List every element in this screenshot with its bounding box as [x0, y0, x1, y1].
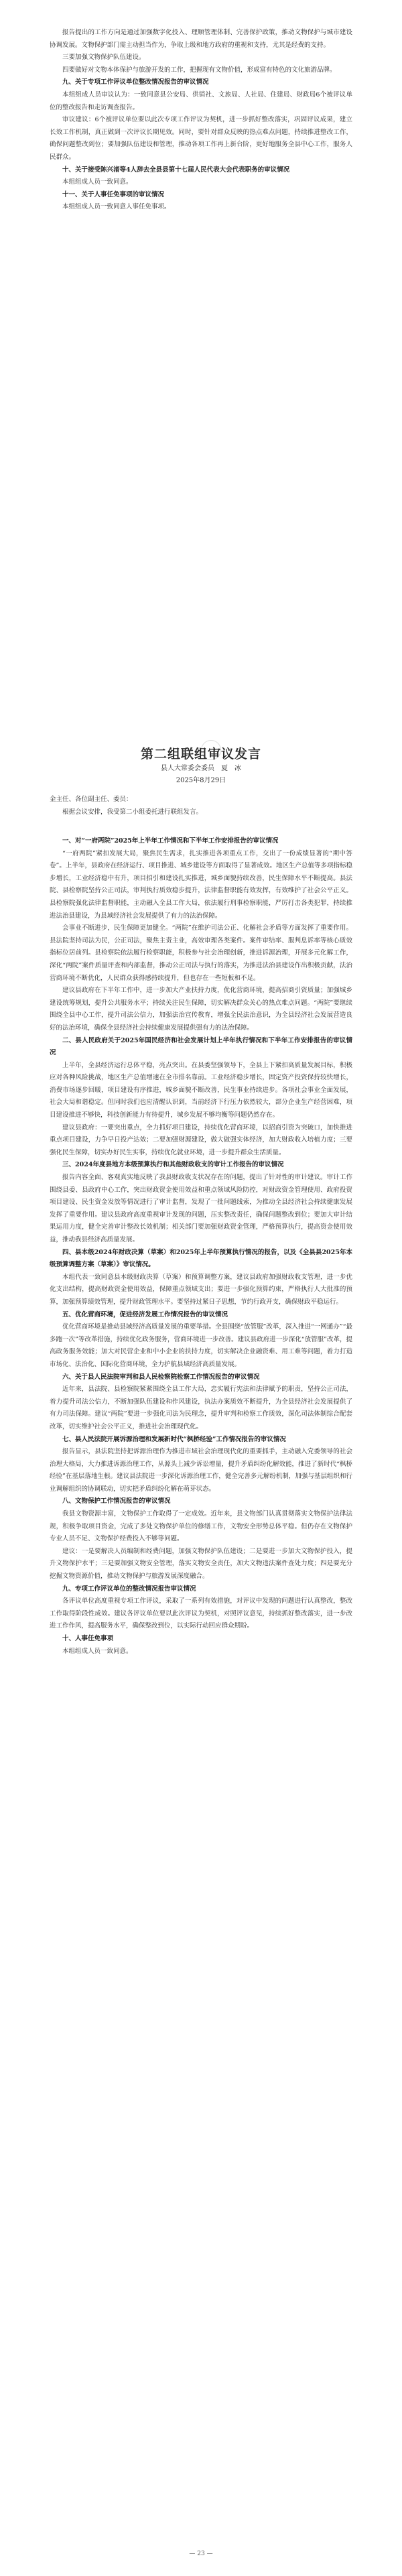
section-heading: 二、县人民政府关于2025年国民经济和社会发展计划上半年执行情况和下半年工作安排报告的审议情况: [50, 1036, 352, 1057]
section-heading: 九、专项工作评议单位的整改情况报告审议情况: [62, 1585, 196, 1593]
paragraph: 本组组成人员一致同意。: [62, 1647, 133, 1655]
section-heading: 八、文物保护工作情况报告的审议情况: [62, 1497, 171, 1506]
salutation: 金主任、各位副主任、委员：: [50, 796, 133, 803]
section-heading: 十、人事任免事项: [62, 1635, 114, 1642]
paragraph: 建议：一是要解决人员编制和经费问题，加强文物保护队伍建设；二是要进一步加大文物保护投入，提升文物保护水平；三是要加强文物安全管理，落实文物安全责任，加大文物违法案件查处力度；四是要充分挖掘文物资源价值，推动文物保护与旅游发展深度融合。: [50, 1547, 352, 1581]
paragraph: 我县文物资源丰富，文物保护工作取得了一定成效。近年来，县文物部门认真贯彻落实文物保护法律法规，积极争取项目资金，完成了多处文物保护单位的修缮工作，文物安全形势总体平稳。但仍存在文物保护专业人员不足、文物保护经费投入不够等问题。: [50, 1510, 352, 1543]
section-heading: 九、关于专项工作评议单位整改情况报告的审议情况: [62, 78, 209, 86]
speech-header: [50, 745, 352, 818]
section-heading: 十一、关于人事任免事项的审议情况: [62, 190, 165, 198]
paragraph: 近年来，县法院、县检察院紧紧围绕全县工作大局，忠实履行宪法和法律赋予的职责，坚持公正司法，着力提升司法公信力，不断加强队伍建设和作风建设，执法办案质效不断提升，为全县经济社会发展提供了有力司法保障。建议“两院”要进一步强化司法为民理念，提升审判和检察工作质效，深化司法体制综合配套改革，切实维护社会公平正义，推进社会治理现代化。: [50, 1386, 352, 1430]
page-number: — 23 —: [189, 2551, 213, 2557]
paragraph: 四要做好对文物本体保护与旅游开发的工作，把握现有文物价值，形成富有特色的文化旅游品牌。: [62, 66, 336, 74]
speech-author: 县人大常委会委员 夏 冰: [161, 765, 241, 772]
paragraph: “一府两院”紧扣发展大局，聚焦民生需求，扎实推进各项重点工作，交出了一份成绩显著的“期中答卷”。上半年，县政府在经济运行、项目推进、城乡建设等方面取得了显著成效。地区生产总值等多项指标稳步增长，工业经济稳中有升，项目招引和建设扎实推进，城乡面貌持续改善，民生保障水平不断提高。县法院、县检察院坚持公正司法，审判执行质效稳步提升，法律监督职能有效发挥，有效维护了社会公平正义。县检察院强化法律监督职能，主动融入全县工作大局，依法履行刑事检察职能，严厉打击各类犯罪，持续推进法治县建设，为县域经济社会发展提供了有力的法治保障。: [50, 849, 352, 920]
section-heading: 四、县本级2024年财政决算（草案）和2025年上半年预算执行情况的报告，以及《全县县2025年本级预算调整方案（草案）》审议情况。: [50, 1248, 352, 1269]
intro-paragraph: 根据会议安排，我受第二小组委托进行联组发言。: [62, 808, 203, 816]
paragraph: 建议县政府：一要突出重点，全力抓好项目建设，持续优化营商环境，以招商引资为突破口，加快推进重点项目建设，力争早日投产达效；二要加强财源建设，做大做强实体经济，加大财政收入培植力度；三要强化民生保障，切实办好民生实事，持续优化就业环境，进一步提升群众生活质量。: [50, 1123, 352, 1156]
paragraph: 三要加强文物保护队伍建设。: [62, 54, 145, 62]
paragraph: 报告提出的工作方向是通过加强数字化投入、理顺管理体制、完善保护政策，推动文物保护与城市建设协调发展。文物保护部门需主动担当作为，争取上级和地方政府的重视和支持，尤其是经费的支持。: [50, 29, 352, 49]
speech-date: 2025年8月29日: [176, 777, 226, 784]
paragraph: 本组组成人员审议认为：一致同意县公安局、供销社、文旅局、人社局、住建局、财政局6个被评议单位的整改报告和走访调查报告。: [50, 90, 352, 111]
paragraph: 上半年，全县经济运行总体平稳，亮点突出。在县委坚强领导下，全县上下紧扣高质量发展目标，积极应对各种风险挑战，地区生产总值增速在全市排名靠前。工业经济稳步增长，固定资产投资保持较快增长，消费市场逐步回暖，项目建设有序推进，城乡面貌不断改善，民生事业持续进步。各项社会事业全面发展，社会大局和谐稳定。但同时我们也应清醒认识到，当前经济下行压力依然较大，部分企业生产经营困难，项目建设推进不够快，科技创新能力有待提升，城乡发展不够均衡等问题仍然存在。: [50, 1061, 352, 1119]
paragraph: 本组组成人员一致同意人事任免事项。: [62, 203, 171, 211]
paragraph: 本组组成人员一致同意。: [62, 178, 133, 186]
section-heading: 三、2024年度县地方本级预算执行和其他财政收支的审计工作报告的审议情况: [62, 1161, 284, 1169]
paragraph: 报告内容全面、客观真实地反映了我县财政收支状况存在的问题，提出了针对性的审计建议。审计工作围绕县委、县政府中心工作，突出财政资金使用效益和重点领域风险防控，对财政资金管理使用、政府投资项目建设、民生资金发放等情况进行了审计监督，发现了一批问题线索，为推动全县经济社会持续健康发展发挥了重要作用。建议县政府高度重视审计发现的问题，压实整改责任，确保问题整改到位；要加大审计结果运用力度，健全完善审计整改长效机制；相关部门要加强财政资金管理，严格预算执行，提高资金使用效益，推动我县经济高质量发展。: [50, 1174, 352, 1243]
section-heading: 七、县人民法院开展诉源治理和发展新时代“枫桥经验”工作情况报告的审议情况: [62, 1435, 286, 1443]
section-heading: 十、关于接受陈兴渚等4人辞去全县县第十七届人民代表大会代表职务的审议情况: [62, 166, 290, 174]
section-heading: 五、优化营商环境，促进经济发展工作情况报告的审议情况: [62, 1310, 228, 1318]
report-section-previous: [50, 27, 352, 214]
section-heading: 六、关于县人民法院审判和县人民检察院检察工作情况报告的审议情况: [62, 1373, 260, 1381]
paragraph: 建议县政府在下半年工作中，进一步加大产业扶持力度，优化营商环境，提高招商引资质量；加强城乡建设统筹规划，提升公共服务水平；持续关注民生保障，切实解决群众关心的热点难点问题。“两院”要继续围绕全县中心工作，提升司法公信力，加强法治宣传教育，增强全民法治意识，为全县经济社会发展营造良好的法治环境，确保全县经济社会持续健康发展提供强有力的法治保障。: [50, 987, 352, 1032]
paragraph: 优化营商环境是推动县域经济高质量发展的重要举措。全县围绕“放管服”改革，深入推进“一网通办”“最多跑一次”等改革措施，持续优化政务服务，营商环境进一步改善。建议县政府进一步深化“放管服”改革，提高政务服务效能；加大对民营企业和中小企业的扶持力度，切实解决企业融资难、用工难等问题，着力打造市场化、法治化、国际化营商环境，全力护航县域经济高质量发展。: [50, 1323, 352, 1368]
paragraph: 本组代表一致同意县本级财政决算（草案）和预算调整方案，建议县政府加强财政收支管理，进一步优化支出结构，提高财政资金使用效益，保障重点领域支出；要进一步强化预算约束，严格执行人大批准的预算，加强预算绩效管理，提升财政管理水平。要坚持过紧日子思想，节约行政开支，确保财政平稳运行。: [50, 1273, 352, 1306]
paragraph: 报告显示，县法院坚持把诉源治理作为推进市域社会治理现代化的重要抓手，主动融入党委领导的社会治理大格局，大力推进诉源治理工作，从源头上减少诉讼增量，提升矛盾纠纷化解效能，推进了新时代“枫桥经验”在基层落地生根。建议县法院进一步深化诉源治理工作，健全完善多元解纷机制，加强与基层组织和行业调解组织的协调联动，切实把矛盾纠纷化解在萌芽状态。: [50, 1448, 352, 1493]
paragraph: 会事业不断进步，民生保障更加健全。“两院”在维护司法公正、化解社会矛盾等方面发挥了重要作用。县法院坚持司法为民，公正司法，聚焦主责主业，高效审理各类案件。案件审结率、服判息诉率等核心质效指标位居前列。县检察院依法履行检察职能，积极参与社会治理创新，推进诉源治理，开展多元化解工作，深化“两院”案件质量评查和内部监督，推动公正司法与执行的落实，为推进法治县建设作出积极贡献，法治营商环境不断优化，人民群众获得感持续提升，但也存在一些短板和不足。: [50, 924, 352, 982]
paragraph: 审议建议：6个被评议单位要以此次专项工作评议为契机，进一步抓好整改落实，巩固评议成果，建立长效工作机制，真正做到一次评议长期见效。同时，要针对群众反映的热点难点问题，持续推进整改工作，确保问题整改到位；要加强队伍建设和管理，推动各项工作再上新台阶，更好地服务全县中心工作，服务人民群众。: [50, 116, 352, 161]
speech-title: 第二组联组审议发言: [140, 747, 261, 761]
section-heading: 一、对“一府两院”2025年上半年工作情况和下半年工作安排报告的审议情况: [62, 837, 279, 845]
paragraph: 各评议单位高度重视专项工作评议，采取了一系列有效措施，对评议中发现的问题进行认真整改，整改工作取得阶段性成效。建议各评议单位要以此次评议为契机，对照评议意见，持续抓好整改落实，进一步改进工作作风，提高服务水平，确保整改到位，以实际行动回应群众期盼。: [50, 1597, 352, 1630]
speech-body: [50, 835, 352, 1658]
